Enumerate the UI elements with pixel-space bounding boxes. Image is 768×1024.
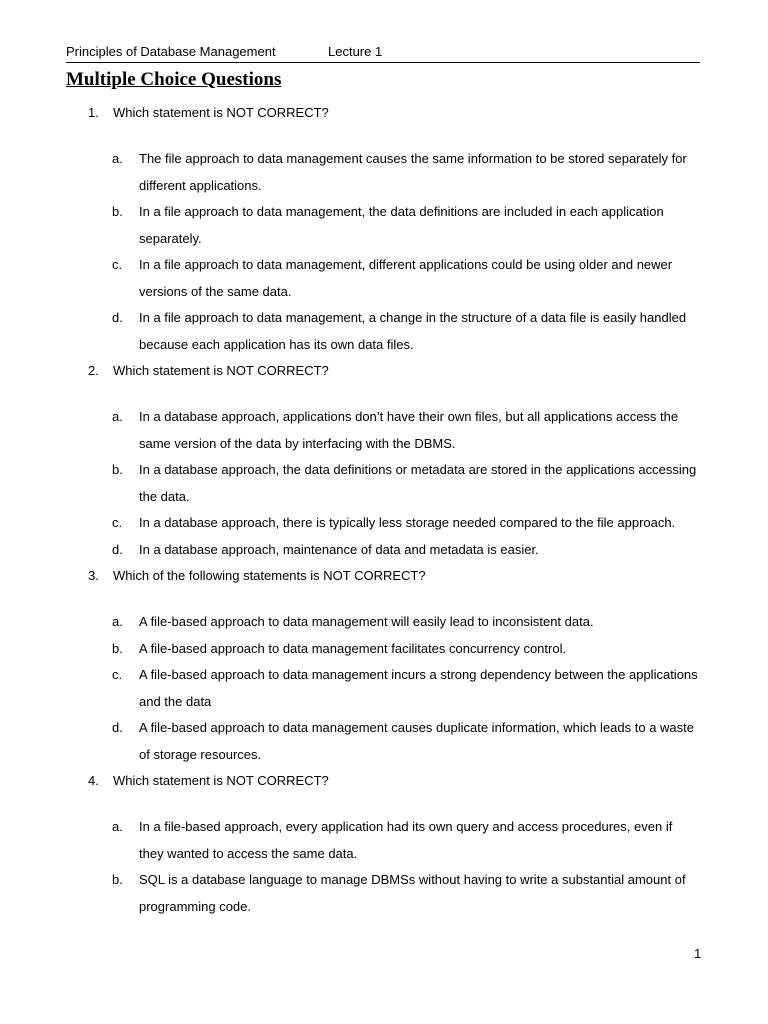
answer-option bbox=[0, 457, 768, 510]
option-letter: d. bbox=[112, 720, 123, 735]
option-letter: c. bbox=[112, 515, 123, 530]
question-1 bbox=[0, 100, 768, 358]
answer-option bbox=[0, 199, 768, 252]
question-4 bbox=[0, 768, 768, 920]
spacer bbox=[0, 126, 768, 146]
question-3 bbox=[0, 563, 768, 768]
answer-option bbox=[0, 146, 768, 199]
lecture-label: Lecture 1 bbox=[328, 44, 383, 59]
option-text: In a database approach, there is typically less storage needed compared to the file approach. bbox=[139, 515, 676, 530]
question-2 bbox=[0, 358, 768, 563]
option-text: In a file approach to data management, the data definitions are included in each application separately. bbox=[139, 204, 664, 246]
option-text: The file approach to data management causes the same information to be stored separately for different applications. bbox=[139, 151, 687, 193]
question-list bbox=[0, 100, 768, 920]
answer-option bbox=[0, 814, 768, 867]
answer-option bbox=[0, 636, 768, 663]
option-letter: a. bbox=[112, 409, 123, 424]
option-text: In a database approach, applications don’t have their own files, but all applications access the same version of the data by interfacing with the DBMS. bbox=[139, 409, 679, 451]
question-number: 3. bbox=[88, 568, 99, 583]
answer-option bbox=[0, 404, 768, 457]
answer-option bbox=[0, 609, 768, 636]
option-text: In a file-based approach, every application had its own query and access procedures, even if they wanted to access the same data. bbox=[139, 819, 673, 861]
option-letter: a. bbox=[112, 819, 123, 834]
option-text: SQL is a database language to manage DBMSs without having to write a substantial amount of programming code. bbox=[139, 872, 686, 914]
option-letter: b. bbox=[112, 640, 123, 656]
question-stem bbox=[0, 100, 768, 126]
section-title: Multiple Choice Questions bbox=[66, 69, 282, 90]
option-letter: a. bbox=[112, 614, 123, 629]
spacer bbox=[0, 384, 768, 404]
question-number: 2. bbox=[88, 363, 99, 378]
option-text: A file-based approach to data management causes duplicate information, which leads to a waste of storage resources. bbox=[139, 720, 695, 762]
answer-option bbox=[0, 867, 768, 920]
option-text: A file-based approach to data management incurs a strong dependency between the applications and the data bbox=[139, 667, 698, 709]
option-letter: c. bbox=[112, 257, 123, 272]
option-text: A file-based approach to data management will easily lead to inconsistent data. bbox=[139, 614, 594, 629]
answer-option bbox=[0, 305, 768, 358]
answer-option bbox=[0, 662, 768, 715]
question-stem bbox=[0, 563, 768, 589]
question-number: 4. bbox=[88, 773, 99, 788]
course-title: Principles of Database Management bbox=[66, 44, 276, 59]
answer-option bbox=[0, 715, 768, 768]
option-letter: c. bbox=[112, 667, 123, 682]
option-text: In a database approach, the data definitions or metadata are stored in the applications accessing the data. bbox=[139, 462, 697, 504]
option-text: A file-based approach to data management facilitates concurrency control. bbox=[139, 640, 567, 656]
answer-option bbox=[0, 537, 768, 564]
question-stem bbox=[0, 358, 768, 384]
page-header bbox=[66, 44, 700, 63]
question-text: Which statement is NOT CORRECT? bbox=[113, 773, 329, 788]
option-letter: d. bbox=[112, 310, 123, 325]
question-text: Which statement is NOT CORRECT? bbox=[113, 105, 329, 120]
spacer bbox=[0, 589, 768, 609]
option-letter: b. bbox=[112, 872, 123, 887]
option-letter: a. bbox=[112, 151, 123, 166]
answer-option bbox=[0, 252, 768, 305]
option-text: In a file approach to data management, different applications could be using older and newer versions of the same data. bbox=[139, 257, 673, 299]
option-text: In a file approach to data management, a change in the structure of a data file is easily handled because each application has its own data files. bbox=[139, 310, 687, 352]
answer-option bbox=[0, 510, 768, 537]
question-stem bbox=[0, 768, 768, 794]
spacer bbox=[0, 794, 768, 814]
option-letter: b. bbox=[112, 462, 123, 477]
question-text: Which statement is NOT CORRECT? bbox=[113, 363, 329, 378]
question-number: 1. bbox=[88, 105, 99, 120]
option-letter: b. bbox=[112, 204, 123, 219]
option-letter: d. bbox=[112, 541, 123, 557]
option-text: In a database approach, maintenance of data and metadata is easier. bbox=[139, 541, 539, 557]
page-number: 1 bbox=[694, 946, 702, 961]
question-text: Which of the following statements is NOT CORRECT? bbox=[113, 568, 426, 583]
